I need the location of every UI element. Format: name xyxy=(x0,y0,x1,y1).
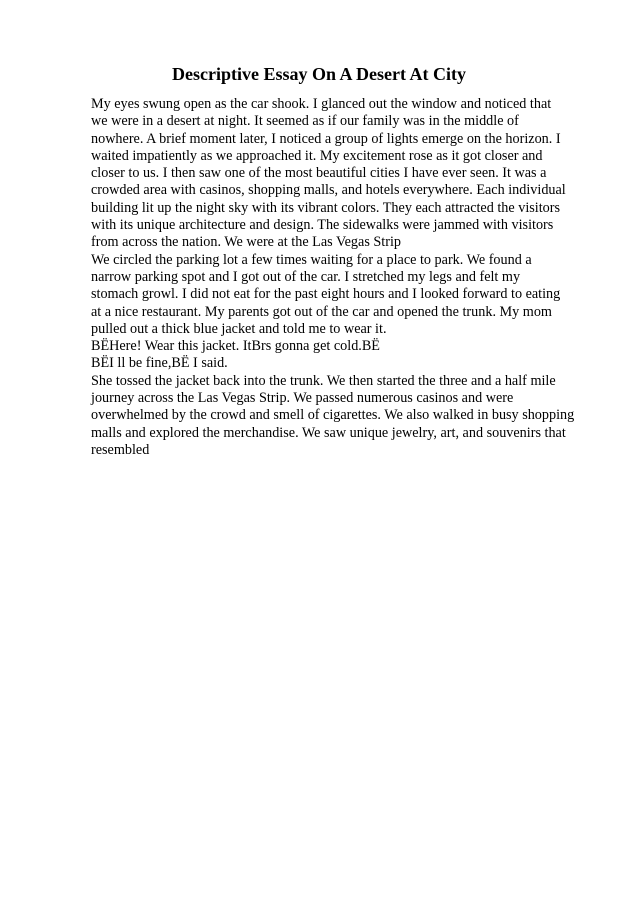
document-title: Descriptive Essay On A Desert At City xyxy=(172,64,466,84)
text-line: with its unique architecture and design. The sidewalks were jammed with visitors xyxy=(91,217,554,234)
text-line: narrow parking spot and I got out of the car. I stretched my legs and felt my xyxy=(91,268,521,285)
text-line: closer to us. I then saw one of the most beautiful cities I have ever seen. It was a xyxy=(91,165,547,182)
text-line: nowhere. A brief moment later, I noticed a group of lights emerge on the horizon. I xyxy=(91,130,561,147)
text-line: resembled xyxy=(91,441,150,458)
essay-body xyxy=(91,96,631,459)
text-line: journey across the Las Vegas Strip. We passed numerous casinos and were xyxy=(91,390,514,407)
text-line: we were in a desert at night. It seemed as if our family was in the middle of xyxy=(91,113,519,130)
text-line: We circled the parking lot a few times waiting for a place to park. We found a xyxy=(91,251,532,268)
text-line: My eyes swung open as the car shook. I glanced out the window and noticed that xyxy=(91,96,552,112)
text-line: She tossed the jacket back into the trunk. We then started the three and a half mile xyxy=(91,372,556,389)
text-line: stomach growl. I did not eat for the past eight hours and I looked forward to eating xyxy=(91,286,561,303)
text-line: overwhelmed by the crowd and smell of cigarettes. We also walked in busy shopping xyxy=(91,407,575,424)
text-line: building lit up the night sky with its vibrant colors. They each attracted the visitors xyxy=(91,199,561,216)
text-line: BËI ll be fine,BË I said. xyxy=(91,355,228,372)
text-line: BËHere! Wear this jacket. ItBrs gonna get cold.BË xyxy=(91,338,380,355)
text-line: pulled out a thick blue jacket and told me to wear it. xyxy=(91,320,387,337)
text-line: malls and explored the merchandise. We saw unique jewelry, art, and souvenirs that xyxy=(91,424,566,441)
text-line: at a nice restaurant. My parents got out of the car and opened the trunk. My mom xyxy=(91,303,552,320)
text-line: from across the nation. We were at the Las Vegas Strip xyxy=(91,234,401,251)
text-line: waited impatiently as we approached it. My excitement rose as it got closer and xyxy=(91,147,543,164)
text-line: crowded area with casinos, shopping malls, and hotels everywhere. Each individual xyxy=(91,182,566,199)
